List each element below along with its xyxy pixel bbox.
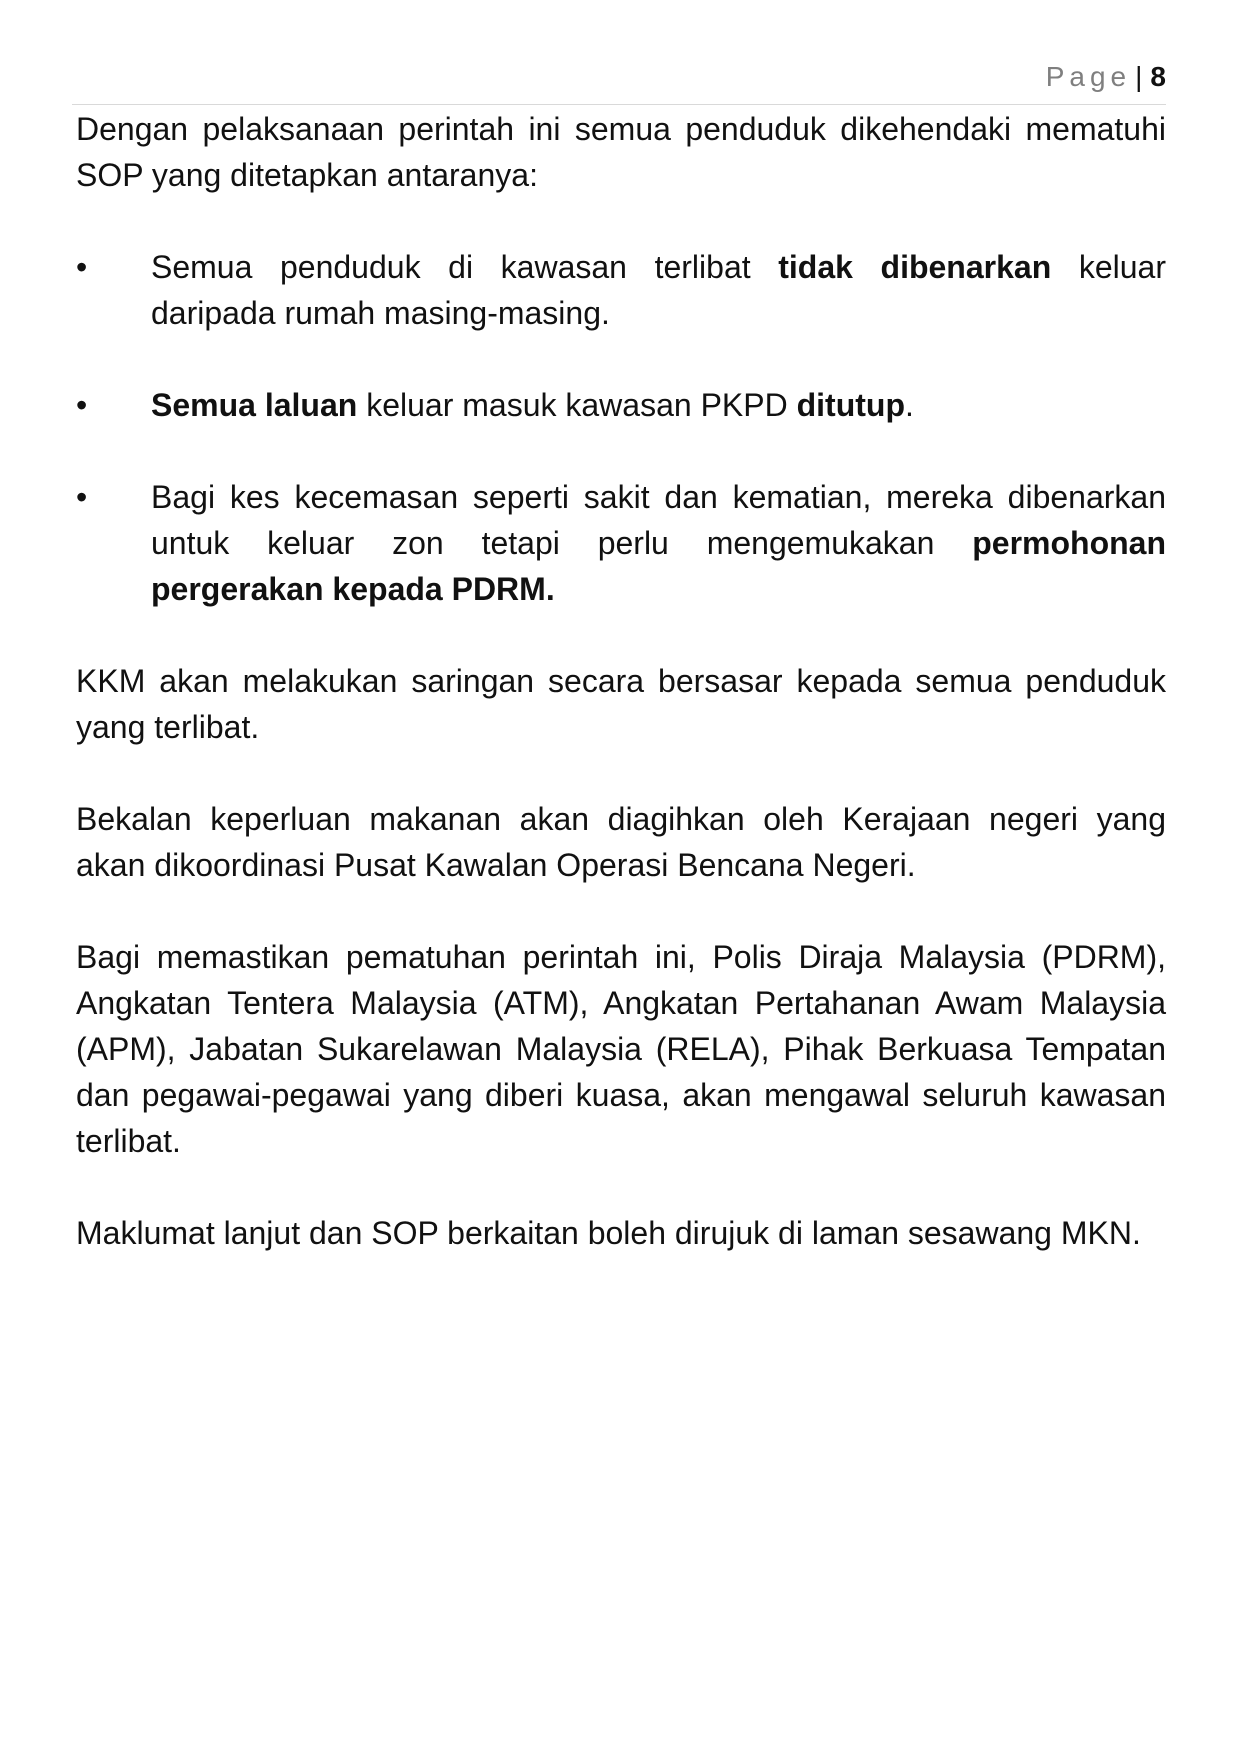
sop-bullet-list xyxy=(76,244,1166,612)
bullet3-text-bold: permohonan pergerakan kepada PDRM. xyxy=(151,525,1166,607)
page-separator: | xyxy=(1135,61,1143,92)
page-number: 8 xyxy=(1150,61,1166,92)
bullet-icon: • xyxy=(76,249,88,285)
more-info-paragraph: Maklumat lanjut dan SOP berkaitan boleh dirujuk di laman sesawang MKN. xyxy=(76,1215,1141,1251)
kkm-paragraph: KKM akan melakukan saringan secara bersasar kepada semua penduduk yang terlibat. xyxy=(76,663,1166,745)
bullet-item-routes-closed xyxy=(76,382,1166,428)
bullet3-text-a: Bagi kes kecemasan seperti sakit dan kematian, mereka dibenarkan untuk keluar zon tetapi perlu mengemukakan xyxy=(151,479,1166,561)
bullet2-text-b: keluar masuk kawasan PKPD xyxy=(357,387,797,423)
enforcement-paragraph: Bagi memastikan pematuhan perintah ini, Polis Diraja Malaysia (PDRM), Angkatan Tentera Malaysia (ATM), Angkatan Pertahanan Awam Malaysia (APM), Jabatan Sukarelawan Malaysia (RELA), Pihak Berkuasa Tempatan dan pegawai-pegawai yang diberi kuasa, akan mengawal seluruh kawasan terlibat. xyxy=(76,939,1166,1159)
bullet1-text-a: Semua penduduk di kawasan terlibat xyxy=(151,249,779,285)
bullet2-text-bold-a: Semua laluan xyxy=(151,387,358,423)
page-number-label xyxy=(1046,60,1166,94)
bullet-icon: • xyxy=(76,479,88,515)
intro-paragraph: Dengan pelaksanaan perintah ini semua penduduk dikehendaki mematuhi SOP yang ditetapkan antaranya: xyxy=(76,111,1166,193)
bullet-item-emergency xyxy=(76,474,1166,612)
food-supply-paragraph: Bekalan keperluan makanan akan diagihkan oleh Kerajaan negeri yang akan dikoordinasi Pusat Kawalan Operasi Bencana Negeri. xyxy=(76,801,1166,883)
page-content xyxy=(76,106,1166,1302)
bullet-item-stay-home xyxy=(76,244,1166,336)
bullet1-text-bold: tidak dibenarkan xyxy=(778,249,1052,285)
bullet2-text-d: . xyxy=(904,387,914,423)
bullet-icon: • xyxy=(76,387,88,423)
page-word: Page xyxy=(1045,61,1132,92)
page-header xyxy=(72,58,1166,105)
bullet1-text-c: keluar daripada rumah masing-masing. xyxy=(151,249,1167,331)
bullet2-text-bold-c: ditutup xyxy=(796,387,905,423)
